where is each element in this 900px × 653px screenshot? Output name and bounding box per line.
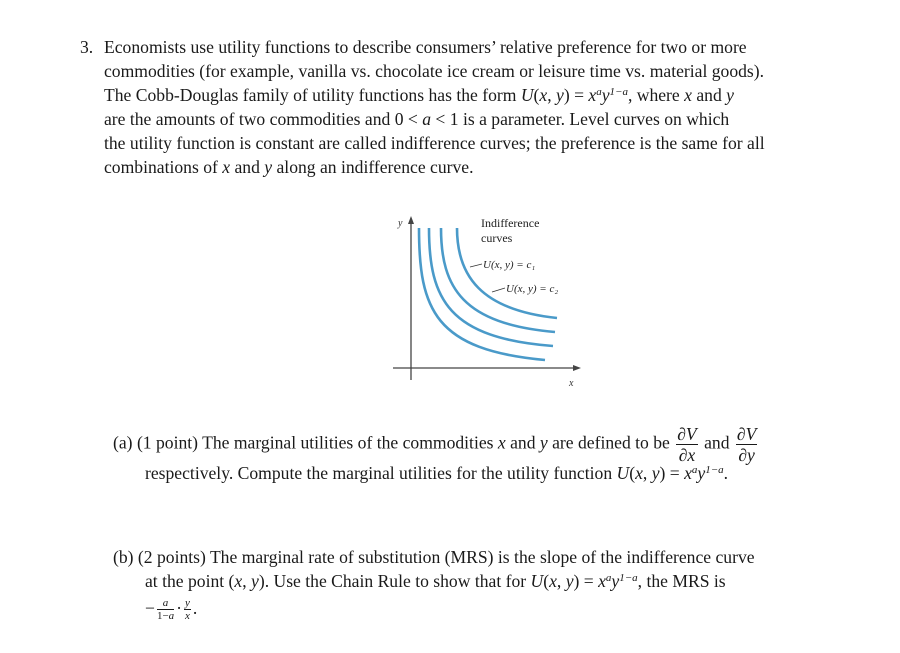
dv-dx-fraction: $\frac{\partial V}{\partial x}$ (677, 424, 697, 465)
part-b-line-2: at the point (x, y). Use the Chain Rule to show that for U(x, $y) = x^ay^{1-a}$, the MRS is (145, 571, 726, 591)
intro-line-3: The Cobb-Douglas family of utility functions has the form U(x, $y) = x^ay^{1-a}$, where x and y (104, 85, 734, 105)
mrs-fraction-a: $\frac{a}{1-a}$ (156, 597, 175, 623)
part-a-label: (a) (113, 432, 133, 453)
y-axis-label: y (398, 218, 403, 229)
label-leader-c2 (492, 288, 505, 292)
intro-line-1: Economists use utility functions to describe consumers’ relative preference for two or more (104, 37, 747, 57)
part-a-line-2: respectively. Compute the marginal utilities for the utility function U(x, $y) = x^ay^{1-a}$. (145, 463, 729, 483)
label-c2: U(x, y) = c₂ (506, 283, 559, 295)
intro-line-5: the utility function is constant are called indifference curves; the preference is the same for all (104, 133, 765, 153)
part-b-points: (2 points) (137, 547, 206, 567)
part-b-line-3: − $\frac{a}{1-a}$ · $\frac{y}{x}$ . (145, 597, 198, 623)
indifference-curves-figure (385, 210, 585, 395)
problem-number: 3. (80, 37, 94, 57)
x-axis-arrow (573, 365, 581, 371)
intro-line-4: are the amounts of two commodities and 0 < a < 1 is a parameter. Level curves on which (104, 109, 730, 129)
part-b-label: (b) (113, 547, 134, 567)
mrs-fraction-yx: $\frac{y}{x}$ (185, 597, 190, 623)
dv-dy-fraction: $\frac{\partial V}{\partial y}$ (736, 424, 757, 465)
label-c1: U(x, y) = c₁ (483, 259, 536, 271)
part-b-line-1: (b) (2 points) The marginal rate of substitution (MRS) is the slope of the indifference curve (113, 547, 755, 567)
figure-title-line2: curves (481, 231, 513, 245)
intro-line-2: commodities (for example, vanilla vs. chocolate ice cream or leisure time vs. material goods). (104, 61, 765, 81)
x-axis-label: x (569, 378, 574, 389)
figure-title-line1: Indifference (481, 216, 540, 230)
part-a-points: (1 point) (136, 432, 199, 453)
label-leader-c1 (470, 264, 482, 267)
y-axis-arrow (408, 216, 414, 224)
intro-line-6: combinations of x and y along an indifference curve. (104, 157, 474, 177)
part-a-line-1: (a) (1 point) The marginal utilities of the commodities x and y are defined to be $\frac{\partial V}{\partial x}$ and $\frac{\partial V}{\partial y}$ (113, 424, 757, 465)
